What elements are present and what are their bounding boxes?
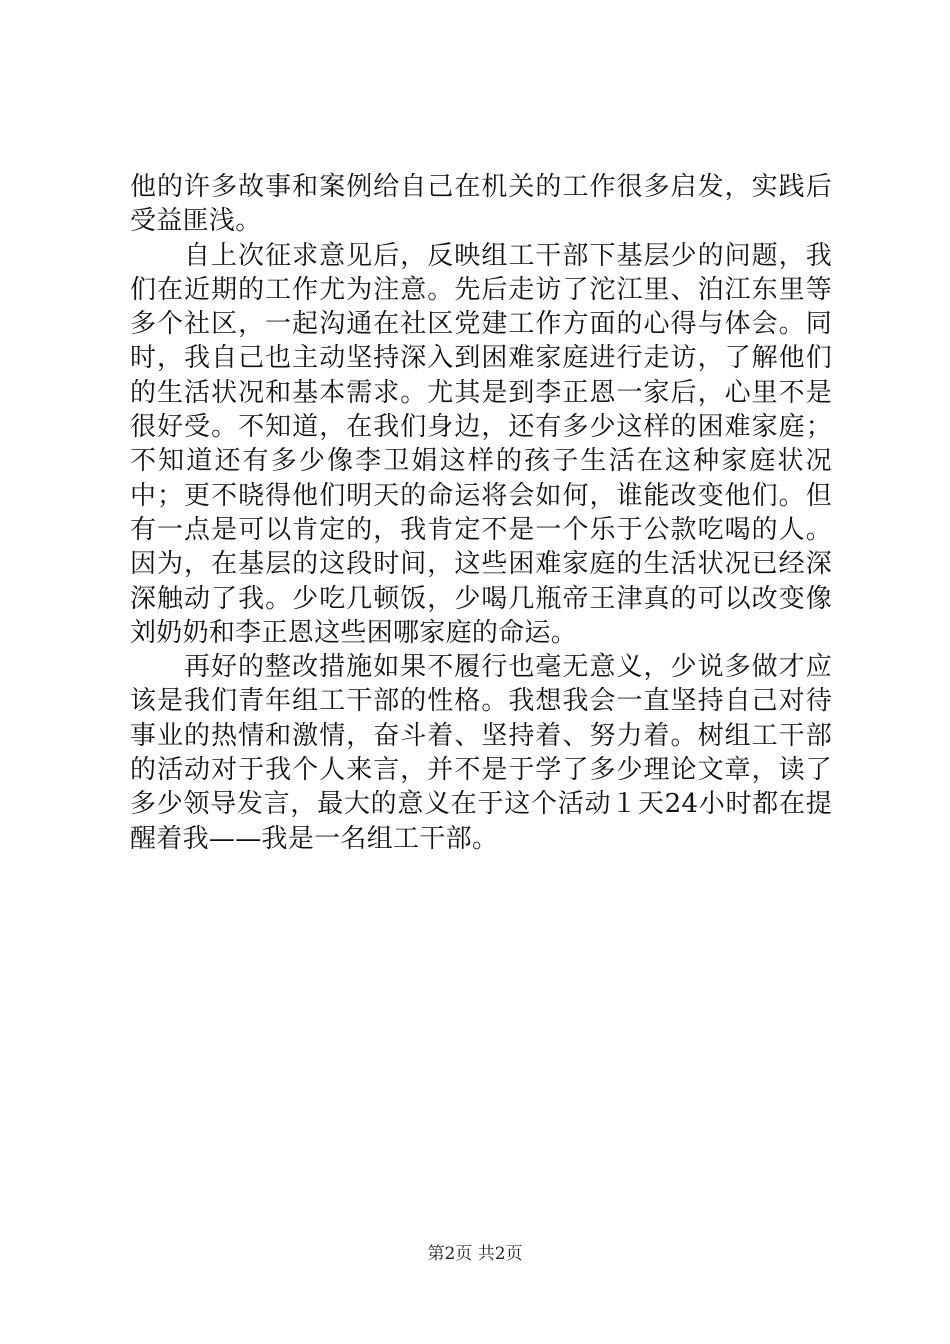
page-number-footer: 第2页 共2页 [427, 1244, 523, 1264]
paragraph-continuation: 他的许多故事和案例给自己在机关的工作很多启发，实践后受益匪浅。 [130, 172, 832, 237]
paragraph-community-visits: 自上次征求意见后，反映组工干部下基层少的问题，我们在近期的工作尤为注意。先后走访了沱江里、泊江东里等多个社区，一起沟通在社区党建工作方面的心得与体会。同时，我自己也主动坚持深入到困难家庭进行走访，了解他们的生活状况和基本需求。尤其是到李正恩一家后，心里不是很好受。不知道，在我们身边，还有多少这样的困难家庭；不知道还有多少像李卫娟这样的孩子生活在这种家庭状况中；更不晓得他们明天的命运将会如何，谁能改变他们。但有一点是可以肯定的，我肯定不是一个乐于公款吃喝的人。因为，在基层的这段时间，这些困难家庭的生活状况已经深深触动了我。少吃几顿饭，少喝几瓶帝王津真的可以改变像刘奶奶和李正恩这些困哪家庭的命运。 [130, 240, 832, 648]
document-body [130, 170, 832, 856]
paragraph-conclusion: 再好的整改措施如果不履行也毫无意义，少说多做才应该是我们青年组工干部的性格。我想我会一直坚持自己对待事业的热情和激情，奋斗着、坚持着、努力着。树组工干部的活动对于我个人来言，并不是于学了多少理论文章，读了多少领导发言，最大的意义在于这个活动１天24小时都在提醒着我——我是一名组工干部。 [130, 652, 832, 854]
